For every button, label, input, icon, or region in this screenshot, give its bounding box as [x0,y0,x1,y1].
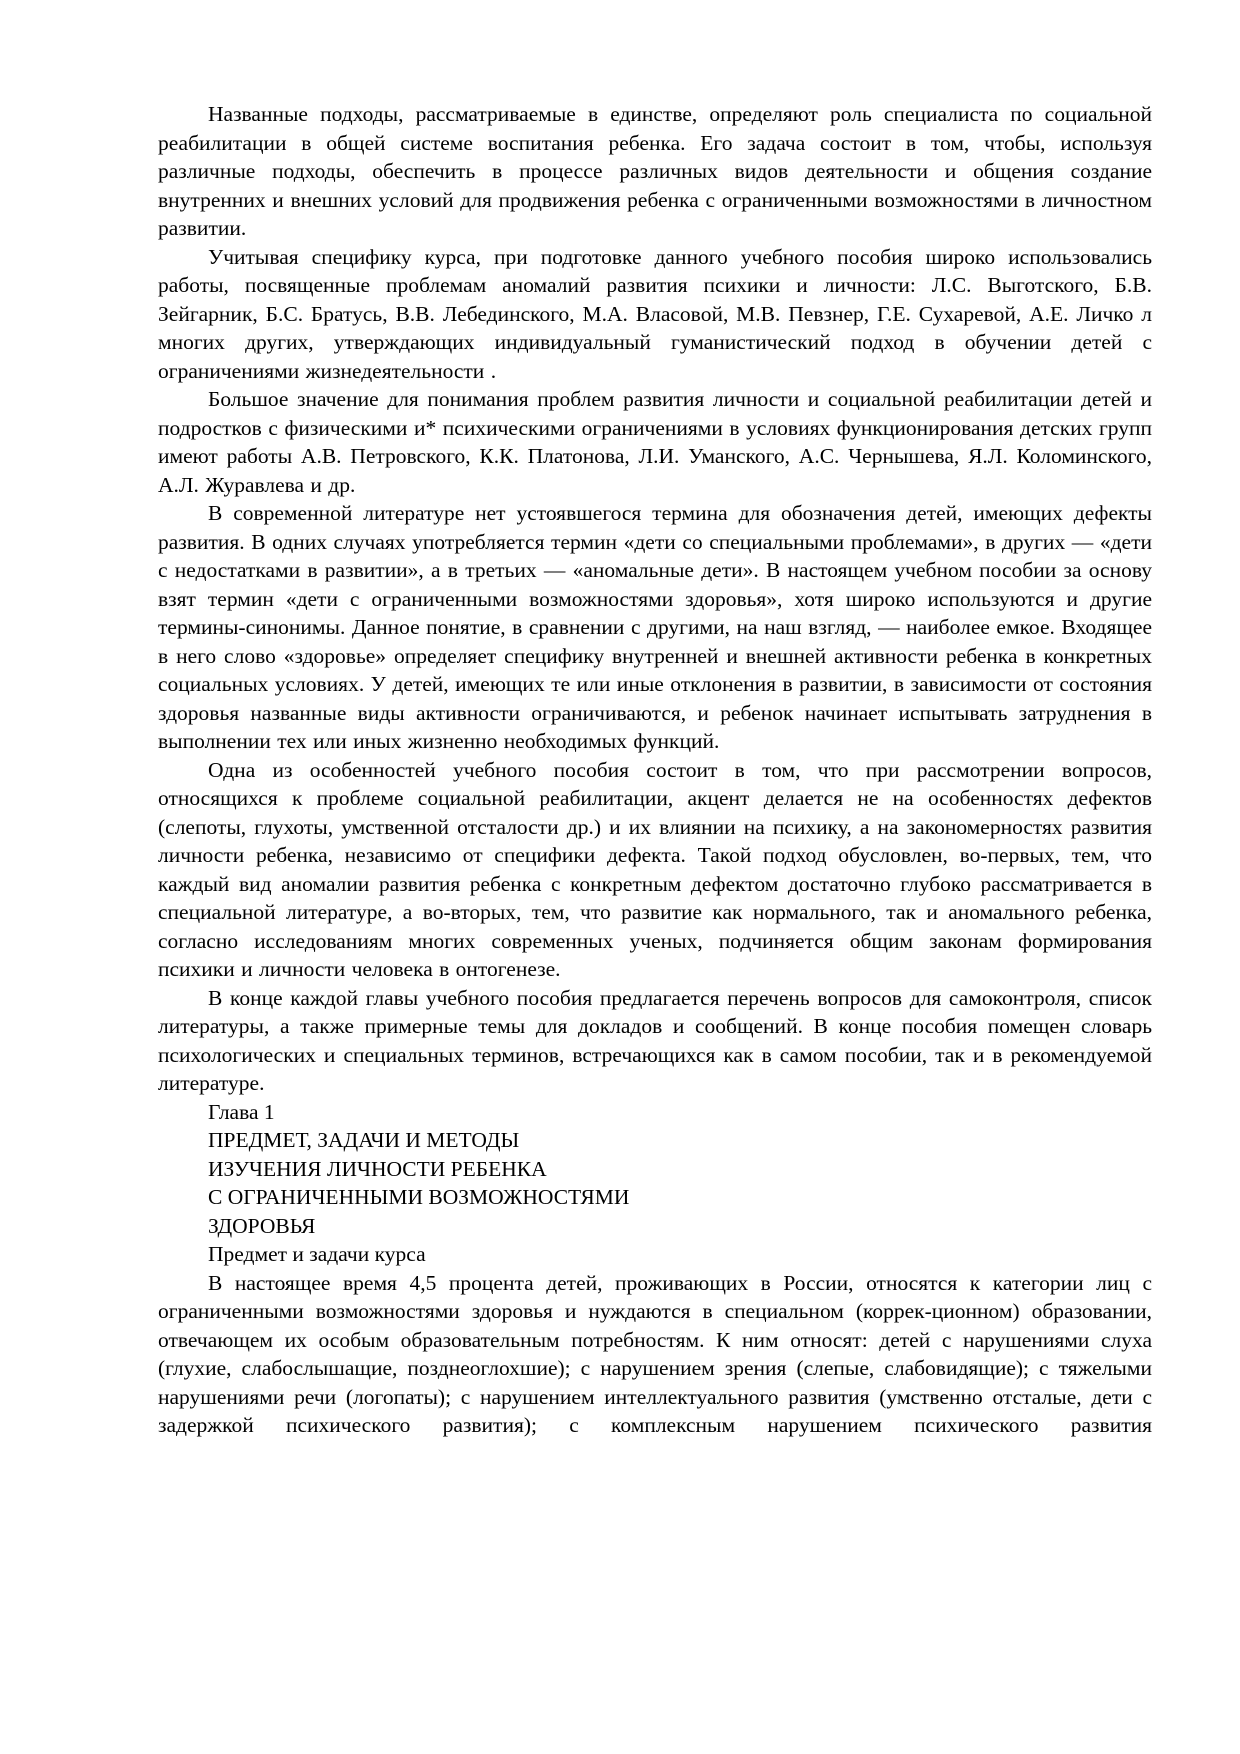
paragraph-course-specifics-authors: Учитывая специфику курса, при подготовке данного учебного пособия широко использовались работы, посвященные проблемам аномалий развития психики и личности: Л.С. Выготского, Б.В. Зейгарник, Б.С. Братусь, В.В. Лебединского, М.А. Власовой, М.В. Певзнер, Г.Е. Сухаревой, А.Е. Личко л многих других, утверждающих индивидуальный гуманистический подход в обучении детей с ограничениями жизнедеятельности . [158,244,1152,383]
chapter-title-line-3: С ОГРАНИЧЕННЫМИ ВОЗМОЖНОСТЯМИ [208,1185,630,1209]
paragraph-chapter-endings: В конце каждой главы учебного пособия предлагается перечень вопросов для самоконтроля, список литературы, а также примерные темы для докладов и сообщений. В конце пособия помещен словарь психологических и специальных терминов, встречающихся как в самом пособии, так и в рекомендуемой литературе. [158,985,1152,1095]
chapter-title-line-1: ПРЕДМЕТ, ЗАДАЧИ И МЕТОДЫ [208,1128,520,1152]
paragraph-terminology: В современной литературе нет устоявшегося термина для обозначения детей, имеющих дефекты развития. В одних случаях употребляется термин «дети со специальными проблемами», в других — «дети с недостатками в развитии», а в третьих — «аномальные дети». В настоящем учебном пособии за основу взят термин «дети с ограниченными возможностями здоровья», хотя широко используются и другие термины-синонимы. Данное понятие, в сравнении с другими, на наш взгляд, — наиболее емкое. Входящее в него слово «здоровье» определяет специфику внутренней и внешней активности ребенка в конкретных социальных условиях. У детей, имеющих те или иные отклонения в развитии, в зависимости от состояния здоровья названные виды активности ограничиваются, и ребенок начинает испытывать затруднения в выполнении тех или иных жизненно необходимых функций. [158,501,1152,753]
paragraph-textbook-feature: Одна из особенностей учебного пособия состоит в том, что при рассмотрении вопросов, относящихся к проблеме социальной реабилитации, акцент делается не на особенностях дефектов (слепоты, глухоты, умственной отсталости др.) и их влиянии на психику, а на закономерностях развития личности ребенка, независимо от специфики дефекта. Такой подход обусловлен, во-первых, тем, что каждый вид аномалии развития ребенка с конкретным дефектом достаточно глубоко рассматривается в специальной литературе, а во-вторых, тем, что развитие как нормального, так и аномального ребенка, согласно исследованиям многих современных ученых, подчиняется общим законам формирования психики и личности человека в онтогенезе. [158,757,1152,981]
section-title-line: Предмет и задачи курса [208,1242,426,1266]
chapter-title-line-2: ИЗУЧЕНИЯ ЛИЧНОСТИ РЕБЕНКА [208,1156,547,1181]
paragraph-statistics-categories: В настоящее время 4,5 процента детей, проживающих в России, относятся к категории лиц с ограниченными возможностями здоровья и нуждаются в специальном (коррек-ционном) образовании, отвечающем их особым образовательным потребностям. К ним относят: детей с нарушениями слуха (глухие, слабослышащие, позднеоглохшие); с нарушением зрения (слепые, слабовидящие); с тяжелыми нарушениями речи (логопаты); с нарушением интеллектуального развития (умственно отсталые, дети с задержкой психического развития); с комплексным нарушением психического развития [158,1270,1152,1437]
paragraph-approaches-role: Названные подходы, рассматриваемые в единстве, определяют роль специалиста по социальной реабилитации в общей системе воспитания ребенка. Его задача состоит в том, чтобы, используя различные подходы, обеспечить в процессе различных видов деятельности и общения создание внутренних и внешних условий для продвижения ребенка с ограниченными возможностями в личностном развитии. [158,102,1152,240]
chapter-title-line-4: ЗДОРОВЬЯ [208,1213,316,1238]
chapter-number-line: Глава 1 [208,1099,275,1124]
paragraph-group-functioning-authors: Большое значение для понимания проблем развития личности и социальной реабилитации детей и подростков с физическими и* психическими ограничениями в условиях функционирования детских групп имеют работы А.В. Петровского, К.К. Платонова, Л.И. Уманского, А.С. Чернышева, Я.Л. Коломинского, А.Л. Журавлева и др. [158,387,1152,497]
